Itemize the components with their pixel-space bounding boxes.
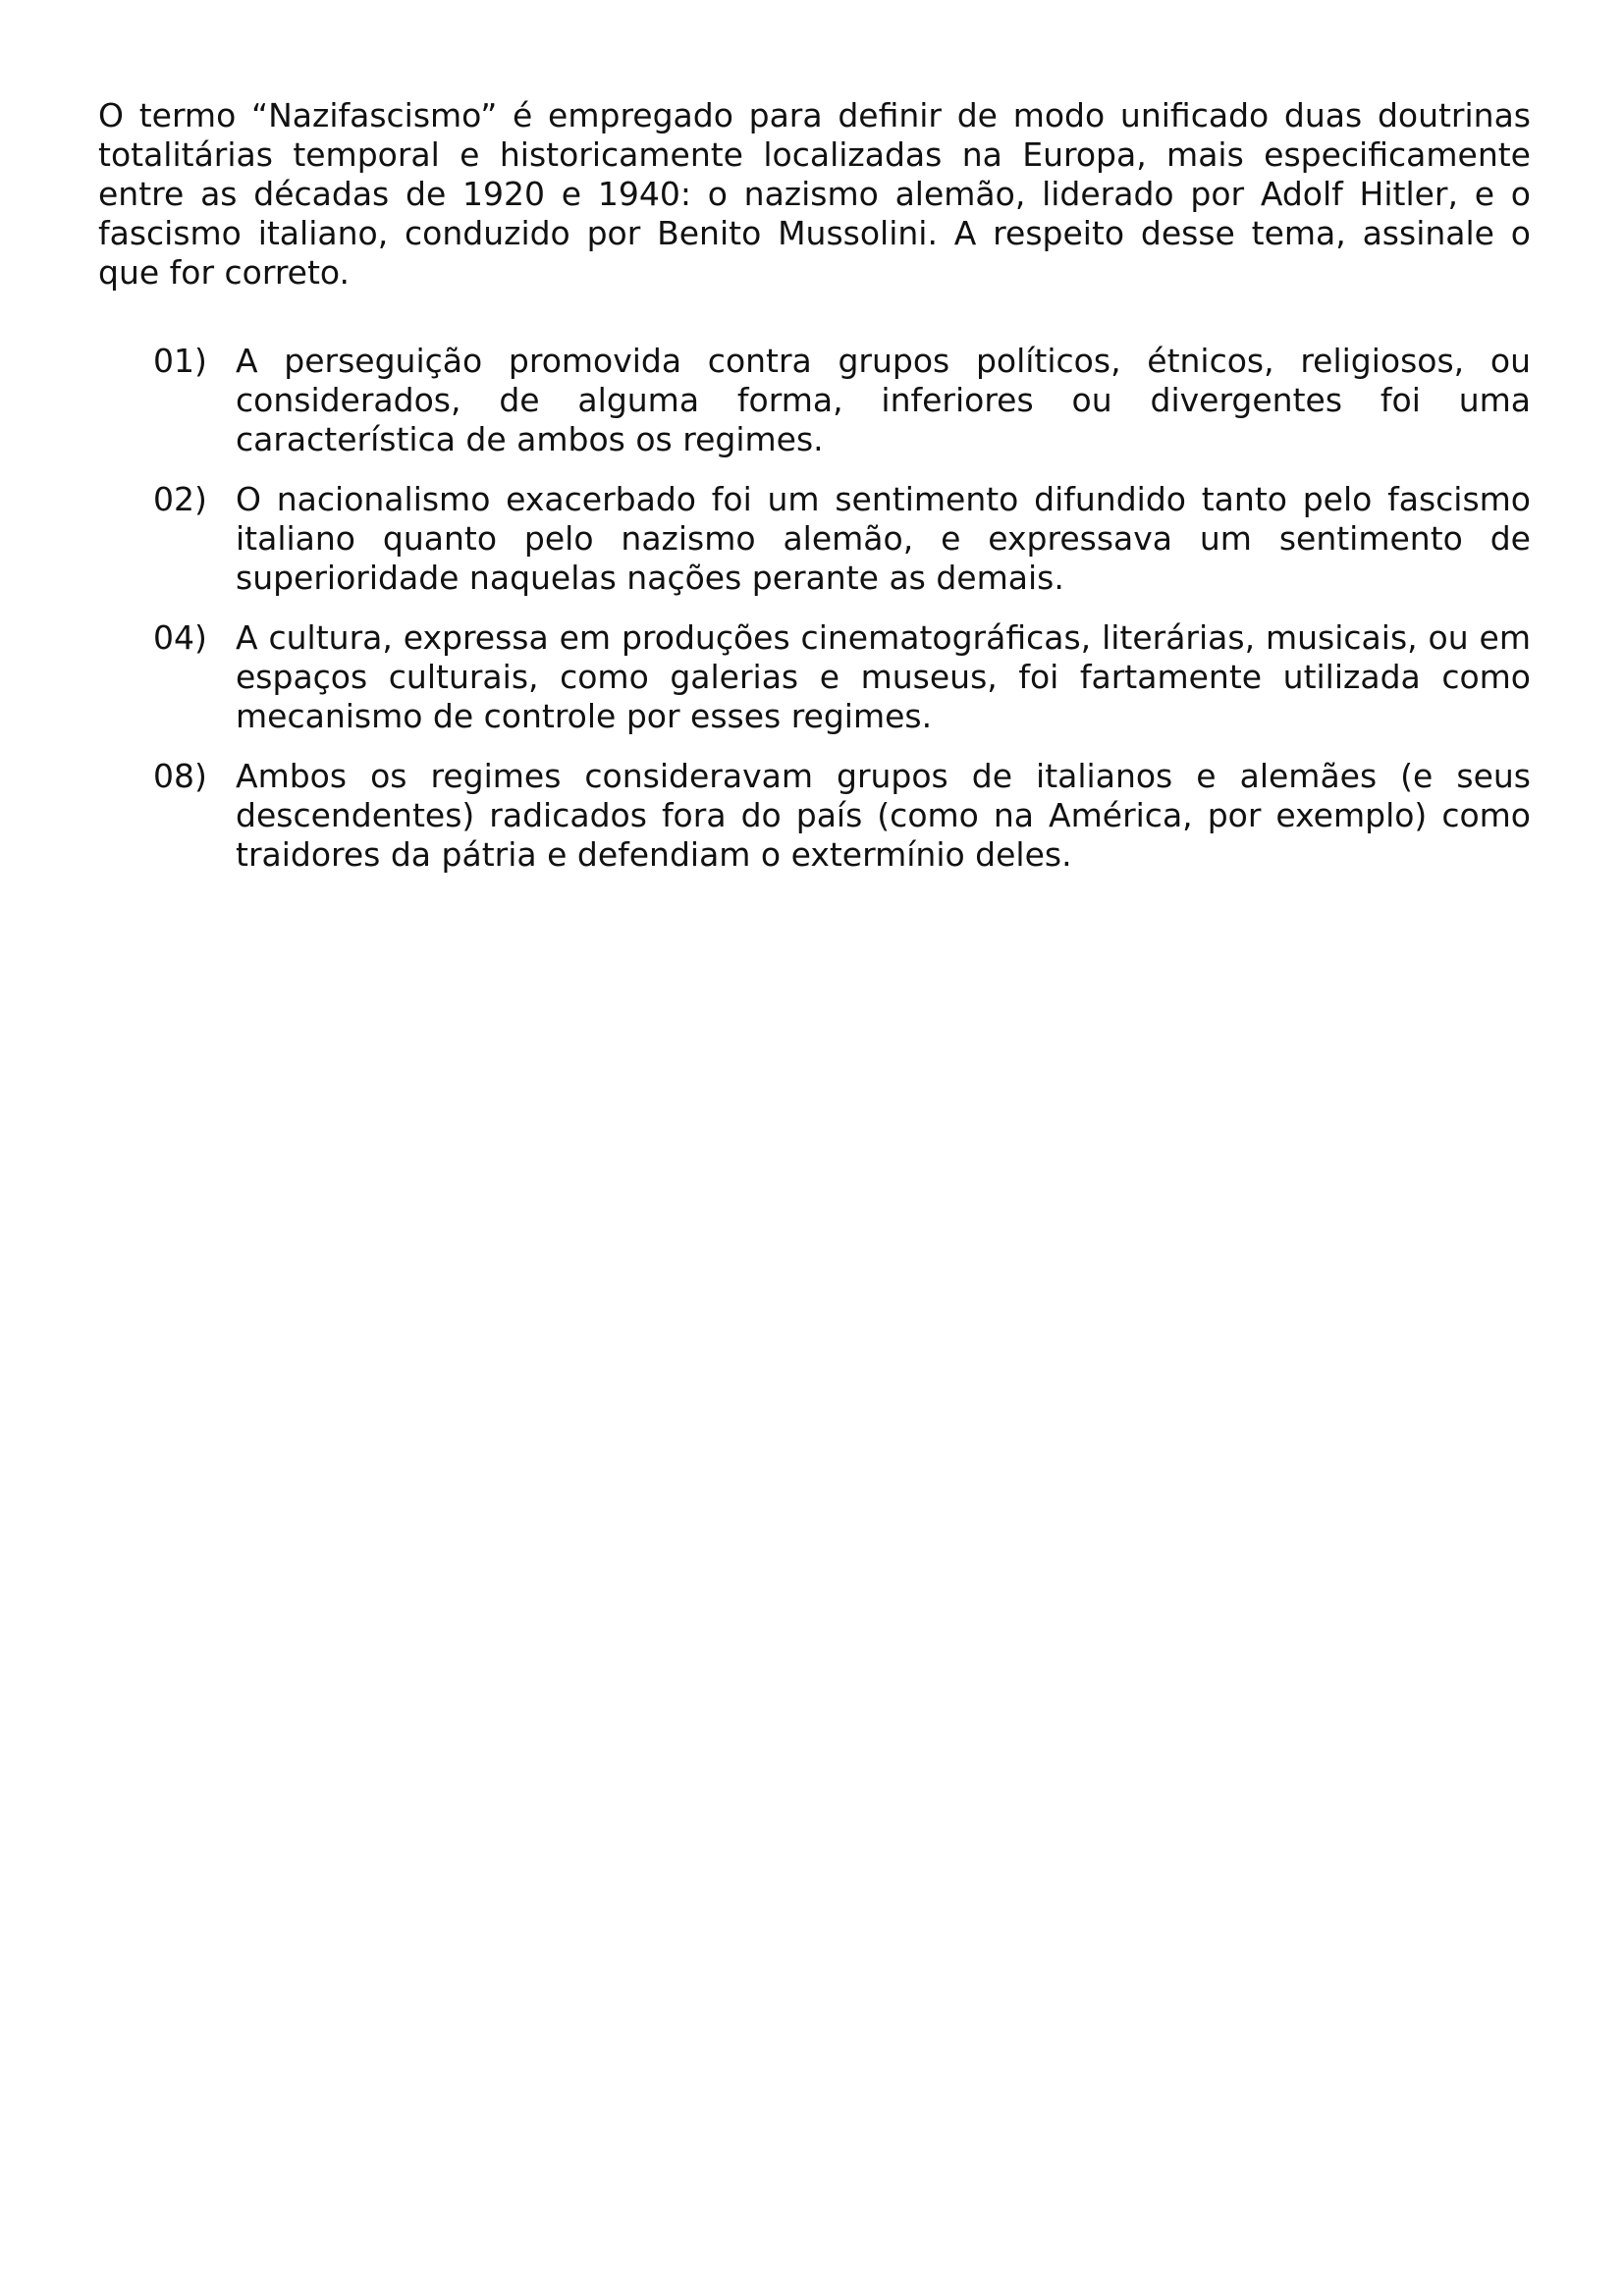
alternative-01 [98,342,1531,459]
question-page [98,96,1531,895]
alternative-number: 01) [153,342,207,380]
alternative-number: 02) [153,480,207,518]
alternative-04 [98,618,1531,736]
alternative-text: O nacionalismo exacerbado foi um sentimento difundido tanto pelo fascismo italiano quanto pelo nazismo alemão, e expressava um sentimento de superioridade naquelas nações perante as demais. [236,480,1531,597]
alternative-text: Ambos os regimes consideravam grupos de italianos e alemães (e seus descendentes) radicados fora do país (como na América, por exemplo) como traidores da pátria e defendiam o extermínio deles. [236,757,1531,874]
alternatives-list [98,342,1531,875]
alternative-08 [98,757,1531,875]
alternative-number: 04) [153,618,207,657]
alternative-number: 08) [153,757,207,795]
question-stem: O termo “Nazifascismo” é empregado para definir de modo unificado duas doutrinas totalitárias temporal e historicamente localizadas na Europa, mais especificamente entre as décadas de 1920 e 1940: o nazismo alemão, liderado por Adolf Hitler, e o fascismo italiano, conduzido por Benito Mussolini. A respeito desse tema, assinale o que for correto. [98,96,1531,292]
alternative-text: A cultura, expressa em produções cinematográficas, literárias, musicais, ou em espaços culturais, como galerias e museus, foi fartamente utilizada como mecanismo de controle por esses regimes. [236,618,1531,735]
alternative-02 [98,480,1531,598]
alternative-text: A perseguição promovida contra grupos políticos, étnicos, religiosos, ou considerados, de alguma forma, inferiores ou divergentes foi uma característica de ambos os regimes. [236,342,1531,458]
